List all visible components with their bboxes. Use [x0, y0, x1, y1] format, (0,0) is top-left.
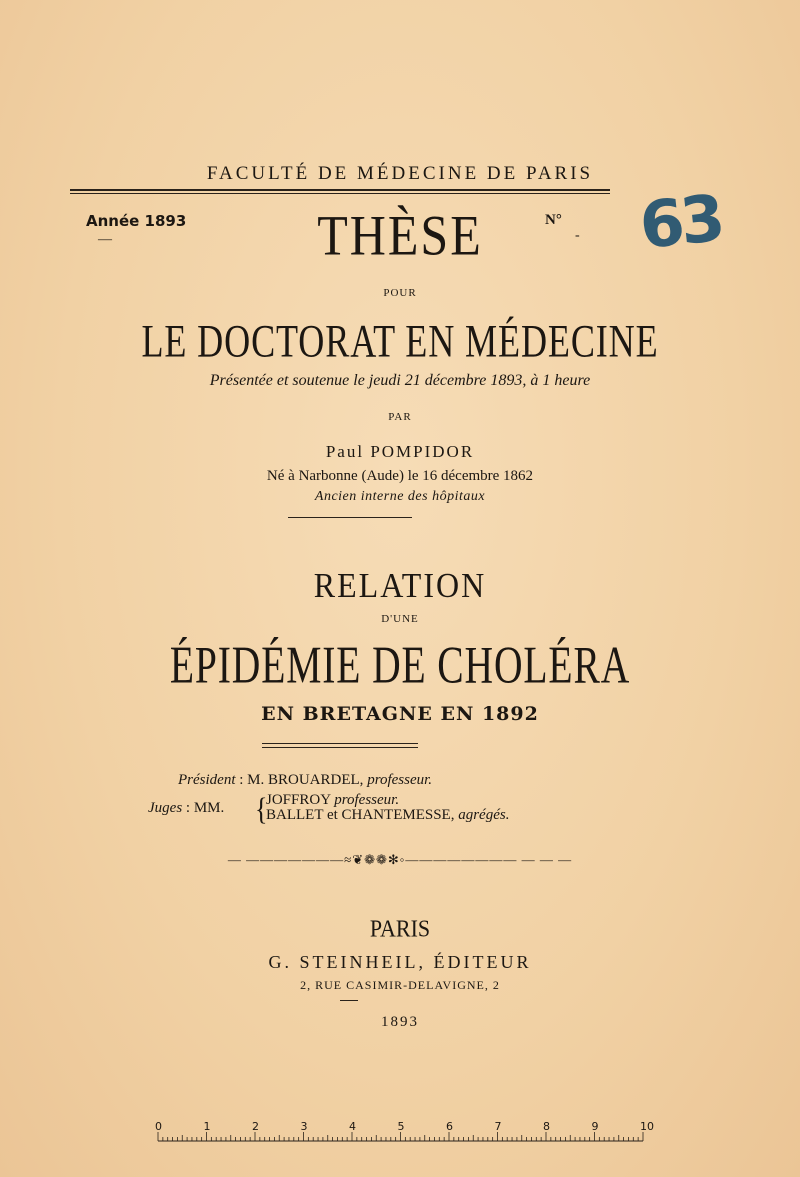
year-rule [340, 1000, 358, 1001]
juge2-name: BALLET et CHANTEMESSE, [266, 807, 455, 823]
president-title: professeur. [367, 772, 433, 788]
publisher-name: G. STEINHEIL, ÉDITEUR [268, 952, 532, 972]
jury-president: Président : M. BROUARDEL, professeur. [178, 772, 433, 788]
publisher-city: PARIS [369, 914, 431, 943]
ruler-label: 1 [203, 1120, 211, 1133]
pour-text: POUR [383, 287, 417, 299]
divider-rule [288, 517, 412, 518]
juge1-name: JOFFROY [266, 792, 331, 808]
ruler-label: 4 [349, 1120, 356, 1133]
ruler-label: 3 [300, 1120, 308, 1133]
doctorat-title: LE DOCTORAT EN MÉDECINE [141, 316, 659, 368]
ruler-label: 10 [640, 1120, 654, 1133]
ruler-label: 0 [155, 1120, 162, 1133]
number-dash: - [575, 228, 580, 243]
ruler-label: 6 [446, 1120, 453, 1133]
ruler-label: 9 [591, 1120, 599, 1133]
president-name: M. BROUARDEL, [247, 772, 364, 788]
year-label: Année 1893 [86, 212, 187, 230]
author-position: Ancien interne des hôpitaux [314, 489, 486, 504]
subject-rule [262, 743, 418, 744]
stamp-number: 63 [636, 181, 725, 265]
header-rule [70, 189, 610, 191]
juge2-title: agrégés. [458, 807, 510, 823]
subject-epidemie: ÉPIDÉMIE DE CHOLÉRA [169, 635, 631, 694]
subject-relation: RELATION [313, 565, 487, 605]
ornament-divider-icon: — ———————≈❦❁❁✻◦———————— — — — [227, 852, 573, 867]
author-birth: Né à Narbonne (Aude) le 16 décembre 1862 [266, 468, 534, 484]
scale-ruler [150, 1120, 654, 1142]
jury-juges: Juges : MM. [148, 800, 225, 816]
juges-mm: MM. [193, 800, 225, 816]
ruler-label: 2 [252, 1120, 259, 1133]
these-title: THÈSE [317, 202, 483, 268]
ruler-label: 8 [543, 1120, 550, 1133]
presentation-line: Présentée et soutenue le jeudi 21 décembre 1893, à 1 heure [209, 372, 591, 389]
ruler-label: 7 [494, 1120, 502, 1133]
subject-rule-thin [262, 747, 418, 748]
year-dash: — [98, 232, 112, 247]
juge1-title: professeur. [334, 792, 400, 808]
header-rule-thin [70, 193, 610, 194]
subject-bretagne: EN BRETAGNE EN 1892 [261, 703, 539, 725]
ruler-label: 5 [397, 1120, 405, 1133]
brace-icon: { [255, 792, 268, 827]
author-name [0, 442, 800, 462]
publisher-address: 2, RUE CASIMIR-DELAVIGNE, 2 [300, 978, 500, 992]
juges-list [266, 793, 509, 823]
number-label: N° [545, 212, 562, 228]
author-first-name: Paul [325, 442, 365, 461]
juges-label: Juges [148, 800, 183, 816]
faculty-heading: FACULTÉ DE MÉDECINE DE PARIS [206, 163, 594, 184]
par-text: PAR [388, 411, 412, 423]
publication-year: 1893 [381, 1014, 419, 1030]
subject-dune: D'UNE [381, 613, 419, 625]
author-last-name: POMPIDOR [370, 442, 475, 461]
president-label: Président [178, 772, 236, 788]
